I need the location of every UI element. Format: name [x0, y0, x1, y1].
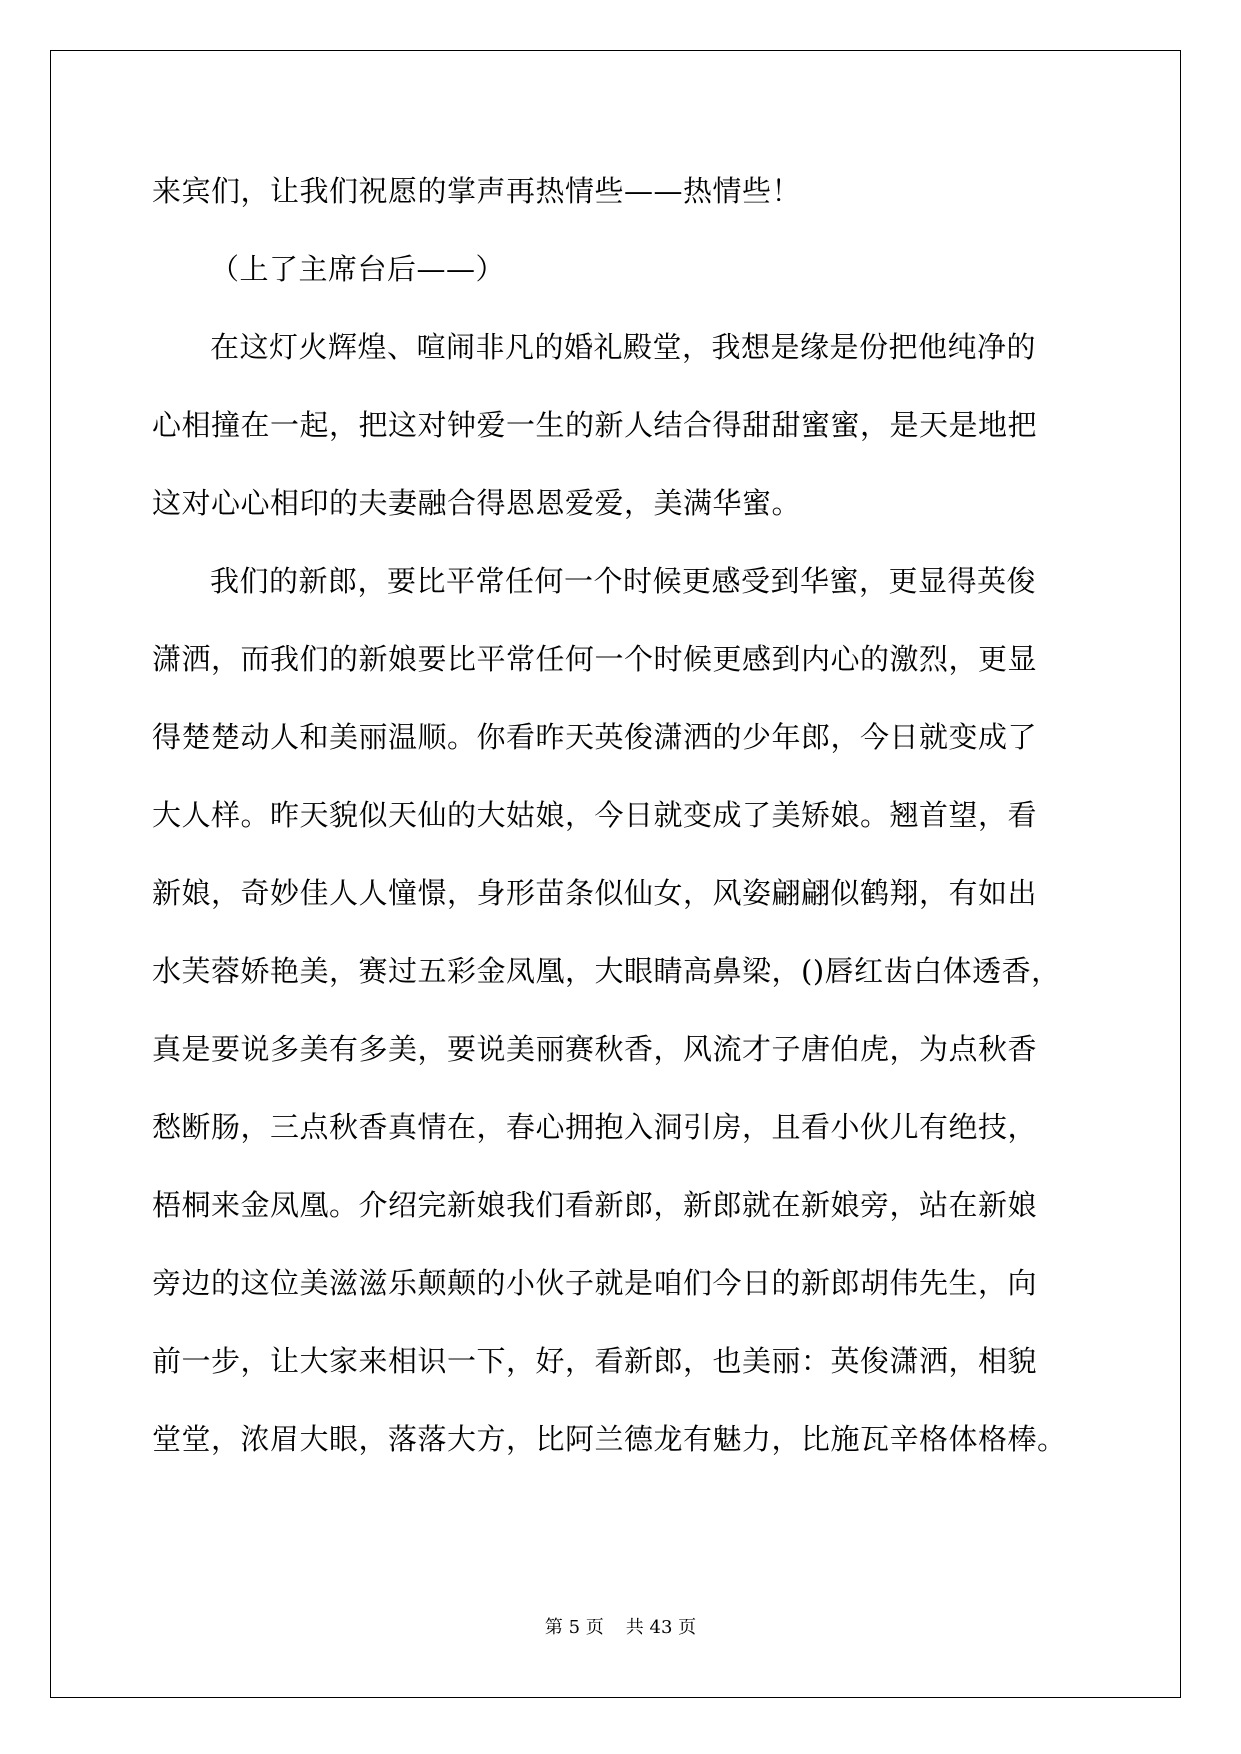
text-line: 得楚楚动人和美丽温顺。你看昨天英俊潇洒的少年郎，今日就变成了 [152, 720, 1038, 754]
text-line: 在这灯火辉煌、喧闹非凡的婚礼殿堂，我想是缘是份把他纯净的 [210, 330, 1037, 364]
document-body [152, 164, 1088, 1490]
text-line: 真是要说多美有多美，要说美丽赛秋香，风流才子唐伯虎，为点秋香 [152, 1032, 1038, 1066]
page-footer [0, 1616, 1241, 1640]
text-line: 水芙蓉娇艳美，赛过五彩金凤凰，大眼睛高鼻梁，()唇红齿白体透香， [152, 954, 1061, 988]
text-line: 梧桐来金凤凰。介绍完新娘我们看新郎，新郎就在新娘旁，站在新娘 [152, 1188, 1038, 1222]
text-line: 我们的新郎，要比平常任何一个时候更感受到华蜜，更显得英俊 [210, 564, 1037, 598]
text-line: 愁断肠，三点秋香真情在，春心拥抱入洞引房，且看小伙儿有绝技， [152, 1110, 1038, 1144]
text-line: 这对心心相印的夫妻融合得恩恩爱爱，美满华蜜。 [152, 486, 802, 520]
text-line: 大人样。昨天貌似天仙的大姑娘，今日就变成了美矫娘。翘首望，看 [152, 798, 1038, 832]
text-line: 旁边的这位美滋滋乐颠颠的小伙子就是咱们今日的新郎胡伟先生，向 [152, 1266, 1038, 1300]
page-number: 第 5 页 [544, 1617, 604, 1638]
page-total: 共 43 页 [625, 1617, 697, 1638]
text-line: 堂堂，浓眉大眼，落落大方，比阿兰德龙有魅力，比施瓦辛格体格棒。 [152, 1422, 1067, 1456]
text-line: 新娘，奇妙佳人人憧憬，身形苗条似仙女，风姿翩翩似鹤翔，有如出 [152, 876, 1038, 910]
text-line: 前一步，让大家来相识一下，好，看新郎，也美丽：英俊潇洒，相貌 [152, 1344, 1038, 1378]
text-line: 心相撞在一起，把这对钟爱一生的新人结合得甜甜蜜蜜，是天是地把 [152, 408, 1038, 442]
text-line: （上了主席台后——） [210, 252, 506, 286]
text-line: 潇洒，而我们的新娘要比平常任何一个时候更感到内心的激烈，更显 [152, 642, 1038, 676]
text-line: 来宾们，让我们祝愿的掌声再热情些——热情些！ [152, 174, 802, 208]
